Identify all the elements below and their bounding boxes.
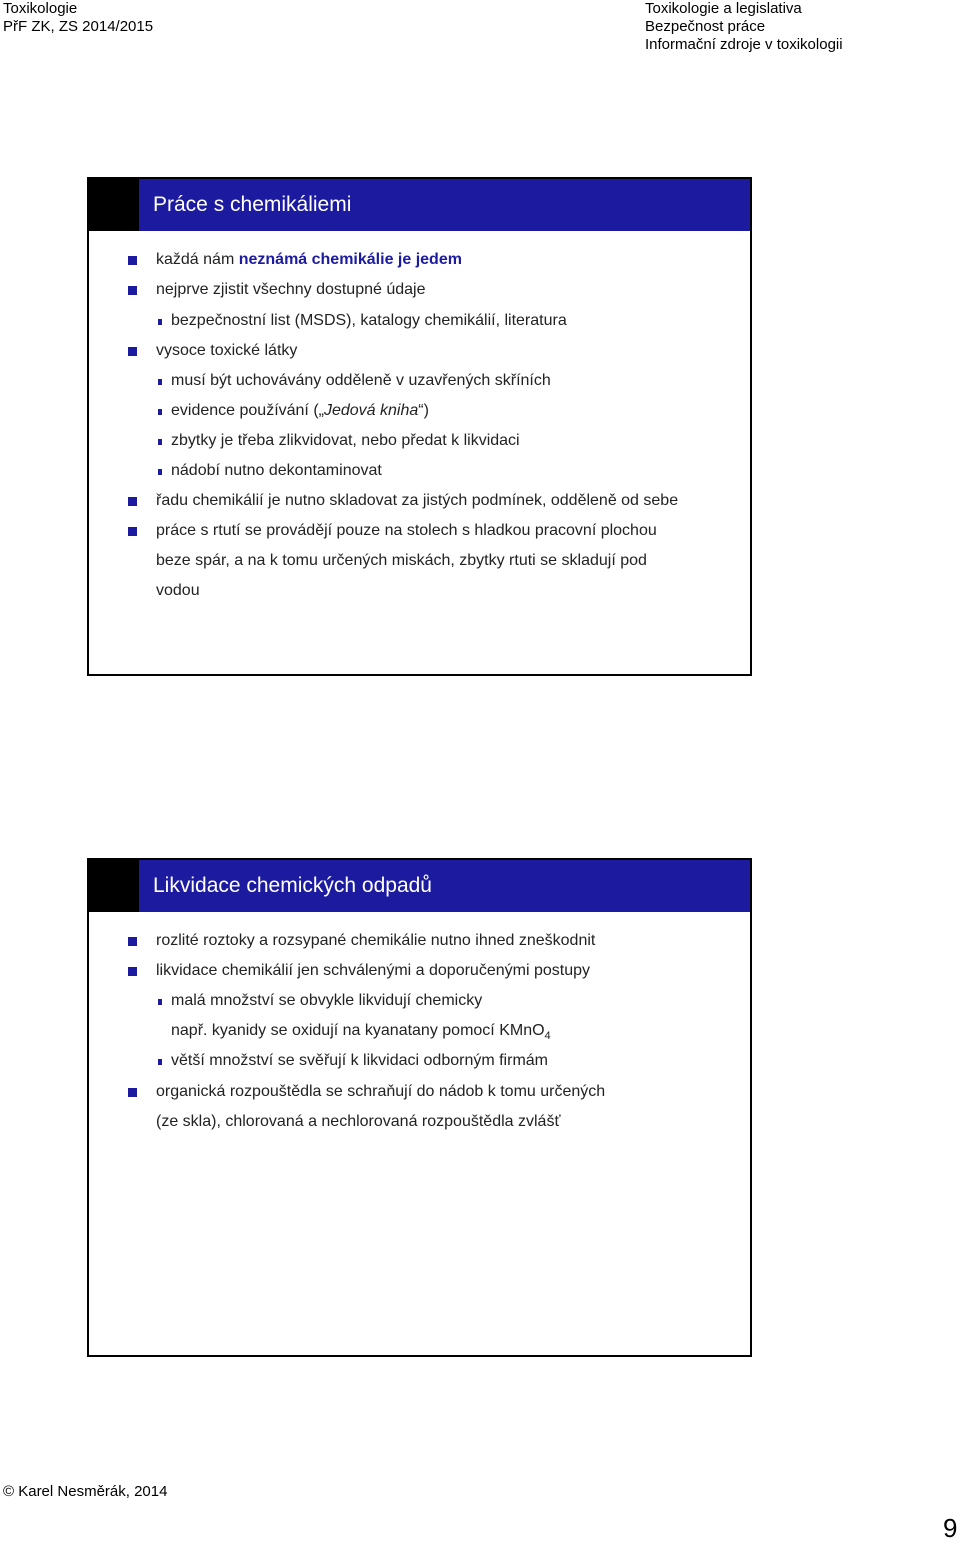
small-bullet-icon — [158, 999, 162, 1005]
course-term: PřF ZK, ZS 2014/2015 — [3, 18, 154, 35]
small-bullet-icon — [158, 379, 162, 385]
chapter-title: Toxikologie a legislativa — [645, 0, 802, 17]
slide-title: Práce s chemikáliemi — [153, 193, 352, 216]
title-bar-accent — [89, 860, 139, 912]
highlight-text: neznámá chemikálie je jedem — [238, 251, 462, 268]
subsection-title: Informační zdroje v toxikologii — [645, 36, 843, 53]
footer-copyright: © Karel Nesměrák, 2014 — [3, 1483, 168, 1500]
square-bullet-icon — [128, 497, 137, 506]
slide-prace-s-chemikaliemi: Práce s chemikáliemi každá nám neznámá chemikálie je jedem nejprve zjistit všechny dostupné údaje bezpečnostní list (MSDS), katalogy chemikálií, literatura vysoce toxické látky musí být uchovávány odděleně v uzavřených skříních evidence používání („Jedová kniha“) zbytky je třeba zlikvidovat, nebo předat k likvidaci nádobí nutno dekontaminovat řadu chemikálií je nutno skladovat za jistých podmínek, odděleně od sebe práce s rtutí se provádějí pouze na stolech s hladkou pracovní plochou beze spár, a na k tomu určených miskách, zbytky rtuti se skladují pod vodou — [87, 177, 752, 676]
small-bullet-icon — [158, 319, 162, 325]
square-bullet-icon — [128, 1088, 137, 1097]
small-bullet-icon — [158, 469, 162, 475]
page-number: 9 — [943, 1513, 958, 1543]
small-bullet-icon — [158, 409, 162, 415]
course-name: Toxikologie — [3, 0, 78, 17]
square-bullet-icon — [128, 937, 137, 946]
header-left — [3, 0, 153, 36]
section-title: Bezpečnost práce — [645, 18, 766, 35]
slide-title-bar — [89, 179, 750, 231]
square-bullet-icon — [128, 967, 137, 976]
square-bullet-icon — [128, 347, 137, 356]
title-bar-accent — [89, 179, 139, 231]
small-bullet-icon — [158, 1059, 162, 1065]
square-bullet-icon — [128, 527, 137, 536]
slide-title: Likvidace chemických odpadů — [153, 874, 432, 897]
square-bullet-icon — [128, 256, 137, 265]
emphasis-text: Jedová kniha — [323, 402, 419, 419]
subscript: 4 — [544, 1030, 551, 1042]
header-right — [645, 0, 843, 54]
small-bullet-icon — [158, 439, 162, 445]
square-bullet-icon — [128, 286, 137, 295]
slide-title-bar — [89, 860, 750, 912]
slide-likvidace-odpadu: Likvidace chemických odpadů rozlité roztoky a rozsypané chemikálie nutno ihned zneškodnit likvidace chemikálií jen schválenými a doporučenými postupy malá množství se obvykle likvidují chemicky např. kyanidy se oxidují na kyanatany pomocí KMnO$_4$ větší množství se svěřují k likvidaci odborným firmám organická rozpouštědla se schraňují do nádob k tomu určených (ze skla), chlorovaná a nechlorovaná rozpouštědla zvlášť — [87, 858, 752, 1357]
